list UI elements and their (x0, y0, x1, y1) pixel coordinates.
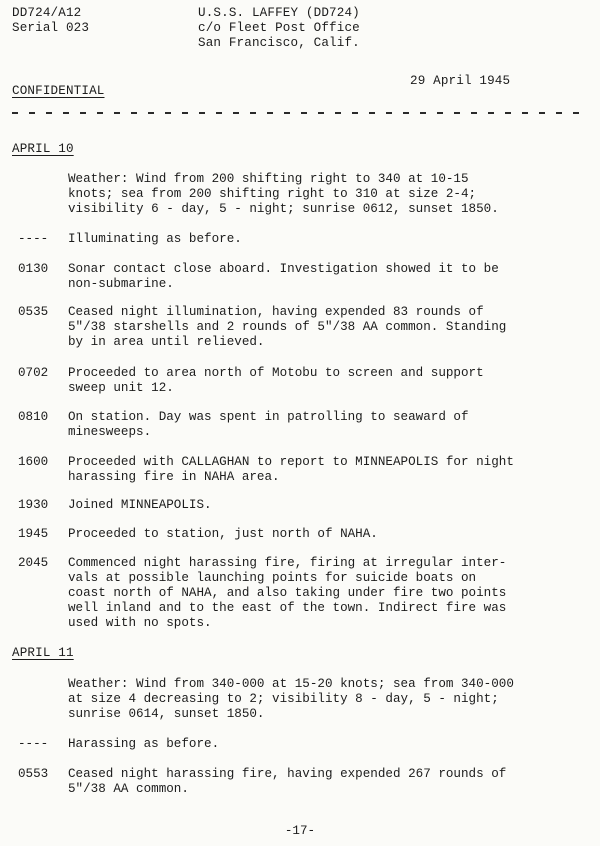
document-date: 29 April 1945 (410, 74, 511, 88)
entry-text: Ceased night illumination, having expended 83 rounds of 5"/38 starshells and 2 rounds of 5"/38 AA common. Standing by in area until relieved. (68, 305, 507, 349)
address-line-1: c/o Fleet Post Office (198, 21, 360, 35)
entry-text: Sonar contact close aboard. Investigation showed it to be non-submarine. (68, 262, 499, 291)
serial-number: Serial 023 (12, 21, 90, 35)
entry-text: Commenced night harassing fire, firing at irregular inter- vals at possible launching points for suicide boats on coast north of NAHA, and also taking under fire two points well inland and to the east of the town. Indirect fire was used with no spots. (68, 556, 507, 630)
entry-text: Proceeded to area north of Motobu to screen and support sweep unit 12. (68, 366, 484, 395)
weather-april-11: Weather: Wind from 340-000 at 15-20 knots; sea from 340-000 at size 4 decreasing to 2; visibility 8 - day, 5 - night; sunrise 0614, sunset 1850. (68, 677, 514, 721)
entry-text: Proceeded with CALLAGHAN to report to MINNEAPOLIS for night harassing fire in NAHA area. (68, 455, 514, 484)
classification-label: CONFIDENTIAL (12, 84, 105, 98)
section-heading-april-10: APRIL 10 (12, 142, 74, 156)
weather-april-10: Weather: Wind from 200 shifting right to 340 at 10-15 knots; sea from 200 shifting right to 310 at size 2-4; visibility 6 - day, 5 - night; sunrise 0612, sunset 1850. (68, 172, 499, 216)
section-heading-april-11: APRIL 11 (12, 646, 74, 660)
entry-text: Joined MINNEAPOLIS. (68, 498, 212, 512)
file-code: DD724/A12 (12, 6, 82, 20)
entry-time: 2045 (18, 556, 49, 570)
entry-text: Proceeded to station, just north of NAHA. (68, 527, 378, 541)
entry-time: 0553 (18, 767, 49, 781)
entry-time: ---- (18, 737, 49, 751)
entry-time: ---- (18, 232, 49, 246)
page-number: -17- (284, 824, 316, 838)
entry-time: 1945 (18, 527, 49, 541)
entry-time: 0130 (18, 262, 49, 276)
entry-text: Illuminating as before. (68, 232, 242, 246)
entry-time: 1600 (18, 455, 49, 469)
entry-time: 1930 (18, 498, 49, 512)
entry-text: On station. Day was spent in patrolling to seaward of minesweeps. (68, 410, 469, 439)
entry-time: 0702 (18, 366, 49, 380)
entry-text: Ceased night harassing fire, having expended 267 rounds of 5"/38 AA common. (68, 767, 507, 796)
entry-time: 0810 (18, 410, 49, 424)
address-line-2: San Francisco, Calif. (198, 36, 360, 50)
ship-name: U.S.S. LAFFEY (DD724) (198, 6, 360, 20)
entry-time: 0535 (18, 305, 49, 319)
separator-line (12, 112, 587, 114)
entry-text: Harassing as before. (68, 737, 220, 751)
